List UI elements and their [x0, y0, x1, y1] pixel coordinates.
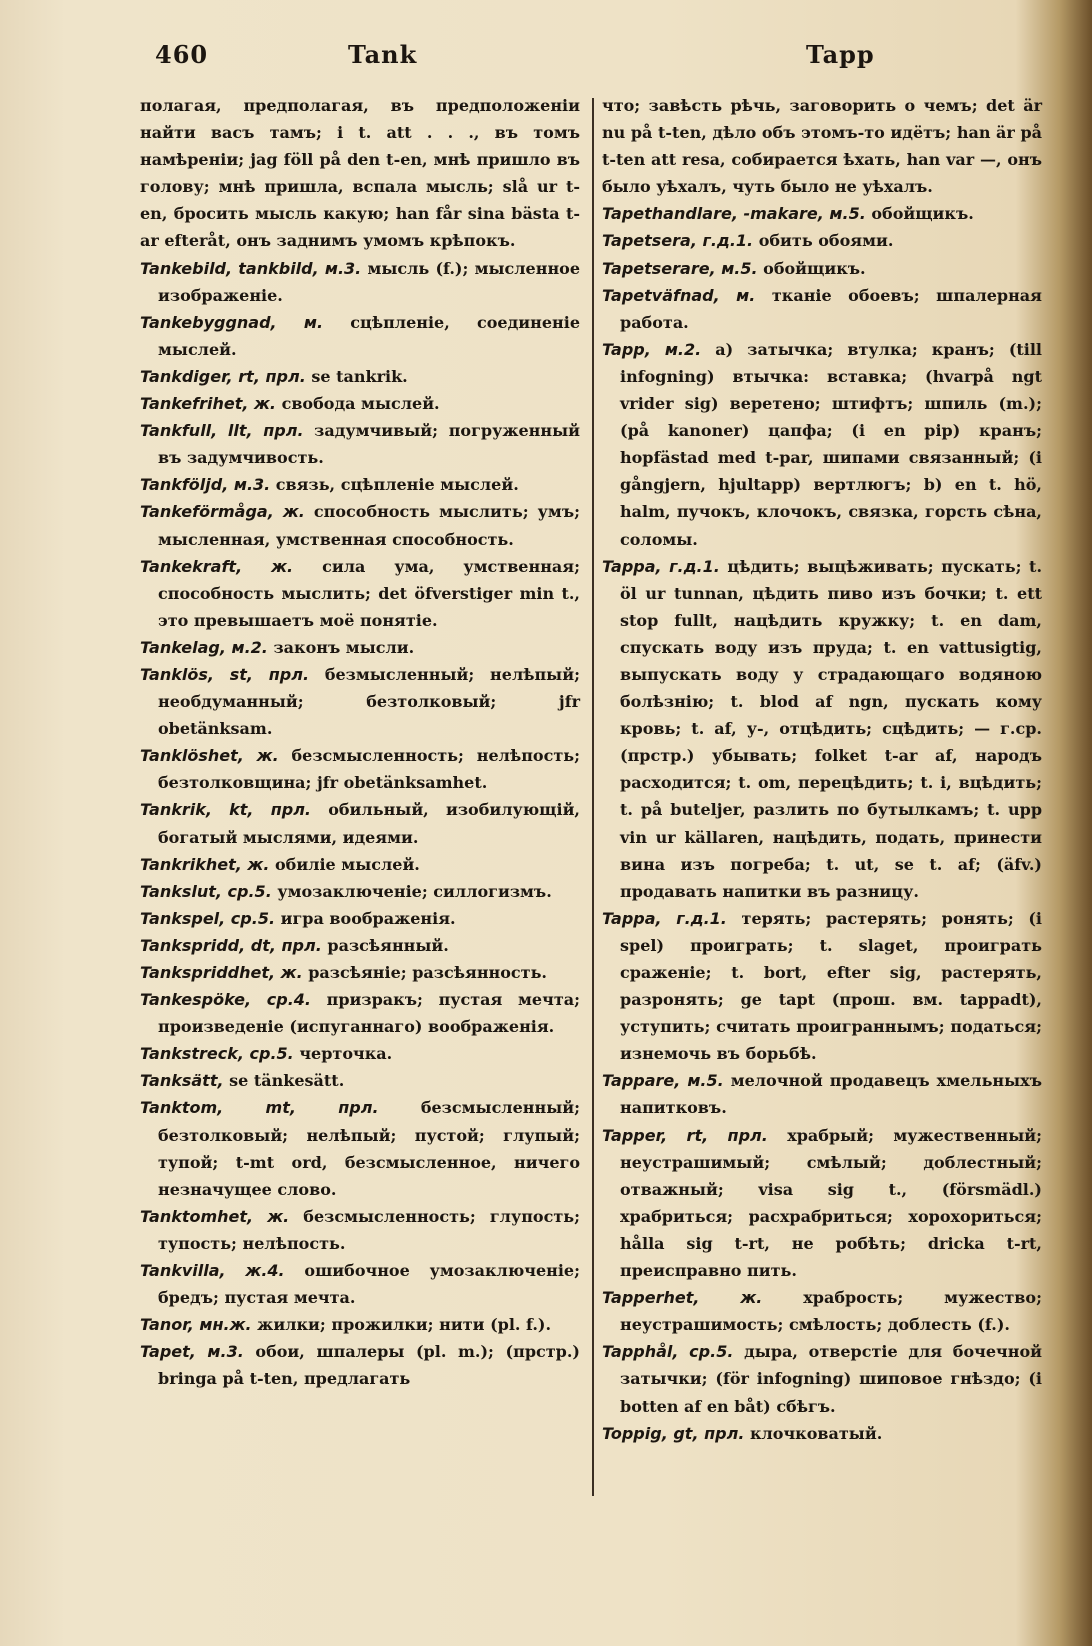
dictionary-entry: [602, 553, 1042, 905]
left-column: [140, 92, 580, 1393]
entry-text: задумчивый; погруженный въ задумчивость.: [158, 421, 580, 468]
entry-headword: Tankfull, llt, прл.: [140, 421, 304, 441]
entry-headword: Tankföljd, м.3.: [140, 475, 271, 495]
entry-headword: Tapetserare, м.5.: [602, 258, 758, 278]
entry-text: разсѣянный.: [321, 935, 449, 955]
entry-text: дыра, отверстіе для бочечной затычки; (för infogning) шиповое гнѣздо; (i botten af en båt) сбѣгъ.: [620, 1342, 1042, 1416]
dictionary-entry: [140, 363, 580, 390]
entry-text: se tankrik.: [305, 366, 408, 386]
guide-word-right: Tapp: [806, 40, 875, 69]
entry-headword: Tapper, rt, прл.: [602, 1125, 768, 1145]
entry-text: связь, сцѣпленіе мыслей.: [270, 475, 519, 495]
entry-headword: Tankspridd, dt, прл.: [140, 935, 322, 955]
entry-text: ошибочное умозаключеніе; бредъ; пустая мечта.: [158, 1261, 580, 1308]
entry-text: игра воображенія.: [275, 908, 456, 928]
entry-text: безсмысленный; безтолковый; нелѣпый; пустой; глупый; тупой; t-mt ord, безсмысленное, ничего незначущее слово.: [158, 1098, 581, 1199]
dictionary-entry: [140, 905, 580, 932]
dictionary-entry: [140, 309, 580, 363]
entry-text: обойщикъ.: [865, 204, 974, 224]
dictionary-entry: [602, 1284, 1042, 1338]
entry-text: способность мыслить; умъ; мысленная, умственная способность.: [158, 502, 580, 549]
entry-headword: Tapphål, ср.5.: [602, 1342, 734, 1362]
dictionary-entry: [140, 1311, 580, 1338]
entry-text: безсмысленность; нелѣпость; безтолковщина; jfr obetänksamhet.: [158, 746, 581, 793]
dictionary-entry: [602, 1338, 1042, 1419]
entry-text: сила ума, умственная; способность мыслить; det öfverstiger min t., это превышаетъ моё понятіе.: [158, 556, 580, 630]
dictionary-entry: [140, 1040, 580, 1067]
entry-text: цѣдить; выцѣживать; пускать; t. öl ur tunnan, цѣдить пиво изъ бочки; t. ett stop fullt, нацѣдить кружку; t. en dam, спускать воду изъ пруда; t. en vattusigtig, выпускать воду у страдающаго водяною болѣзнію; t. blod af ngn, пускать кому кровь; t. af, у-, отцѣдить; сцѣдить; — г.ср. (прстр.) убывать; folket t-ar af, народъ расходится; t. om, перецѣдить; t. i, вцѣдить; t. på buteljer, разлить по бутылкамъ; t. upp vin ur källaren, нацѣдить, подать, принести вина изъ погреба; t. ut, se t. af; (äfv.) продавать напитки въ разницу.: [620, 556, 1043, 901]
entry-text: тканіе обоевъ; шпалерная работа.: [620, 285, 1042, 332]
dictionary-entry: [140, 471, 580, 498]
continued-text: [140, 92, 580, 255]
entry-text: a) затычка; втулка; кранъ; (till infogning) втычка: вставка; (hvarpå ngt vrider sig) веретено; штифтъ; шпиль (m.); (på kanoner) цапфа; (i en pip) кранъ; hopfästad med t-par, шипами связанный; (i gångjern, hjultapp) вертлюгъ; b) en t. hö, halm, пучокъ, клочокъ, связка, горсть сѣна, соломы.: [620, 339, 1043, 549]
dictionary-entry: [140, 986, 580, 1040]
entry-headword: Tankslut, ср.5.: [140, 881, 272, 901]
entry-text: законъ мысли.: [267, 637, 415, 657]
entry-text: безмысленный; нелѣпый; необдуманный; безтолковый; jfr obetänksam.: [158, 664, 580, 739]
entry-headword: Tapetväfnad, м.: [602, 285, 756, 305]
dictionary-entry: [140, 1338, 580, 1392]
right-column: [602, 92, 1042, 1447]
entry-headword: Tankrikhet, ж.: [140, 854, 270, 874]
dictionary-entry: [140, 742, 580, 796]
dictionary-entry: [602, 282, 1042, 336]
entry-headword: Tankrik, kt, прл.: [140, 800, 312, 820]
dictionary-entry: [140, 417, 580, 471]
entry-headword: Tanklöshet, ж.: [140, 746, 279, 766]
dictionary-entry: [140, 255, 580, 309]
dictionary-entry: [602, 336, 1042, 553]
dictionary-entry: [140, 796, 580, 850]
entry-headword: Tanktom, mt, прл.: [140, 1098, 379, 1118]
entry-text: терять; растерять; ронять; (i spel) проиграть; t. slaget, проиграть сраженіе; t. bort, efter sig, растерять, разронять; ge tapt (прош. вм. tappadt), уступить; считать проиграннымъ; податься; изнемочь въ борьбѣ.: [620, 908, 1043, 1064]
entry-headword: Tankebild, tankbild, м.3.: [140, 258, 362, 278]
dictionary-entry: [602, 227, 1042, 254]
entry-headword: Tanklös, st, прл.: [140, 664, 310, 684]
entry-text: храбрый; мужественный; неустрашимый; смѣлый; доблестный; отважный; visa sig t., (försmädl.) храбриться; расхрабриться; хорохориться; hålla sig t-rt, не робѣть; dricka t-rt, преисправно пить.: [620, 1125, 1042, 1281]
entry-text: умозаключеніе; силлогизмъ.: [271, 881, 552, 901]
dictionary-entry: [140, 851, 580, 878]
entry-headword: Tankelag, м.2.: [140, 637, 268, 657]
continued-text: [602, 92, 1042, 200]
entry-headword: Tankspel, ср.5.: [140, 908, 276, 928]
dictionary-entry: [140, 878, 580, 905]
entry-headword: Tanktomhet, ж.: [140, 1206, 290, 1226]
entry-text: жилки; прожилки; нити (pl. f.).: [251, 1315, 552, 1335]
entry-text: обиліе мыслей.: [269, 854, 420, 874]
dictionary-entry: [140, 1067, 580, 1094]
dictionary-entry: [602, 255, 1042, 282]
entry-headword: Tanor, мн.ж.: [140, 1315, 252, 1335]
page-number: 460: [155, 40, 209, 69]
entry-headword: Tankstreck, ср.5.: [140, 1044, 294, 1064]
guide-word-left: Tank: [348, 40, 418, 69]
column-divider: [592, 98, 594, 1496]
entry-text: обить обоями.: [753, 231, 894, 251]
entry-text: клочковатый.: [744, 1423, 883, 1443]
entry-text: свобода мыслей.: [276, 394, 440, 414]
entry-headword: Tappa, г.д.1.: [602, 908, 727, 928]
entry-headword: Tankdiger, rt, прл.: [140, 366, 306, 386]
entry-text: черточка.: [293, 1044, 393, 1064]
entry-headword: Tapp, м.2.: [602, 339, 702, 359]
entry-text: обильный, изобилующій, богатый мыслями, идеями.: [158, 800, 580, 847]
dictionary-entry: [140, 932, 580, 959]
dictionary-entry: [140, 1257, 580, 1311]
dictionary-entry: [140, 634, 580, 661]
dictionary-entry: [140, 959, 580, 986]
entry-headword: Tapet, м.3.: [140, 1342, 244, 1362]
entry-text: безсмысленность; глупость; тупость; нелѣпость.: [158, 1206, 580, 1253]
entry-text: полагая, предполагая, въ предположеніи найти васъ тамъ; i t. att . . ., въ томъ намѣреніи; jag föll på den t-en, мнѣ пришло въ голову; мнѣ пришла, вспала мысль; slå ur t-en, бросить мысль какую; han får sina bästa t-ar efteråt, онъ заднимъ умомъ крѣпокъ.: [140, 96, 580, 251]
entry-headword: Tappa, г.д.1.: [602, 556, 720, 576]
entry-headword: Tanksätt,: [140, 1071, 224, 1091]
dictionary-entry: [140, 661, 580, 742]
dictionary-entry: [602, 1420, 1042, 1447]
dictionary-entry: [140, 553, 580, 634]
entry-headword: Tapethandlare, -makare, м.5.: [602, 204, 866, 224]
entry-headword: Toppig, gt, прл.: [602, 1423, 745, 1443]
entry-headword: Tankebyggnad, м.: [140, 312, 324, 332]
dictionary-entry: [602, 905, 1042, 1068]
entry-headword: Tapetsera, г.д.1.: [602, 231, 754, 251]
entry-headword: Tankefrihet, ж.: [140, 394, 276, 414]
entry-text: призракъ; пустая мечта; произведеніе (испуганнаго) воображенія.: [158, 990, 581, 1037]
entry-text: храбрость; мужество; неустрашимость; смѣлость; доблесть (f.).: [620, 1288, 1042, 1335]
entry-headword: Tankspriddhet, ж.: [140, 963, 303, 982]
entry-text: разсѣяніе; разсѣянность.: [302, 963, 547, 982]
entry-headword: Tappare, м.5.: [602, 1071, 724, 1091]
dictionary-entry: [140, 498, 580, 552]
entry-headword: Tankeförmåga, ж.: [140, 502, 305, 522]
dictionary-entry: [140, 390, 580, 417]
entry-text: se tänkesätt.: [223, 1071, 345, 1091]
page-header: [0, 40, 1092, 80]
entry-text: обойщикъ.: [757, 258, 866, 278]
entry-text: сцѣпленіе, соединеніе мыслей.: [158, 312, 581, 359]
entry-text: что; завѣсть рѣчь, заговорить о чемъ; det är nu på t-ten, дѣло объ этомъ-то идётъ; han är på t-ten att resa, собирается ѣхать, han var —, онъ было уѣхалъ, чуть было не уѣхалъ.: [602, 96, 1042, 197]
dictionary-entry: [602, 1122, 1042, 1285]
entry-text: обои, шпалеры (pl. m.); (прстр.) bringa på t-ten, предлагать: [158, 1342, 581, 1389]
dictionary-entry: [140, 1094, 580, 1202]
entry-text: мелочной продавецъ хмельныхъ напитковъ.: [620, 1071, 1042, 1118]
entry-headword: Tankvilla, ж.4.: [140, 1261, 285, 1281]
entry-headword: Tankekraft, ж.: [140, 556, 294, 576]
dictionary-entry: [140, 1203, 580, 1257]
entry-headword: Tapperhet, ж.: [602, 1288, 763, 1308]
entry-headword: Tankespöke, ср.4.: [140, 990, 311, 1010]
entry-text: мысль (f.); мысленное изображеніе.: [158, 258, 581, 305]
dictionary-entry: [602, 1067, 1042, 1121]
dictionary-entry: [602, 200, 1042, 227]
